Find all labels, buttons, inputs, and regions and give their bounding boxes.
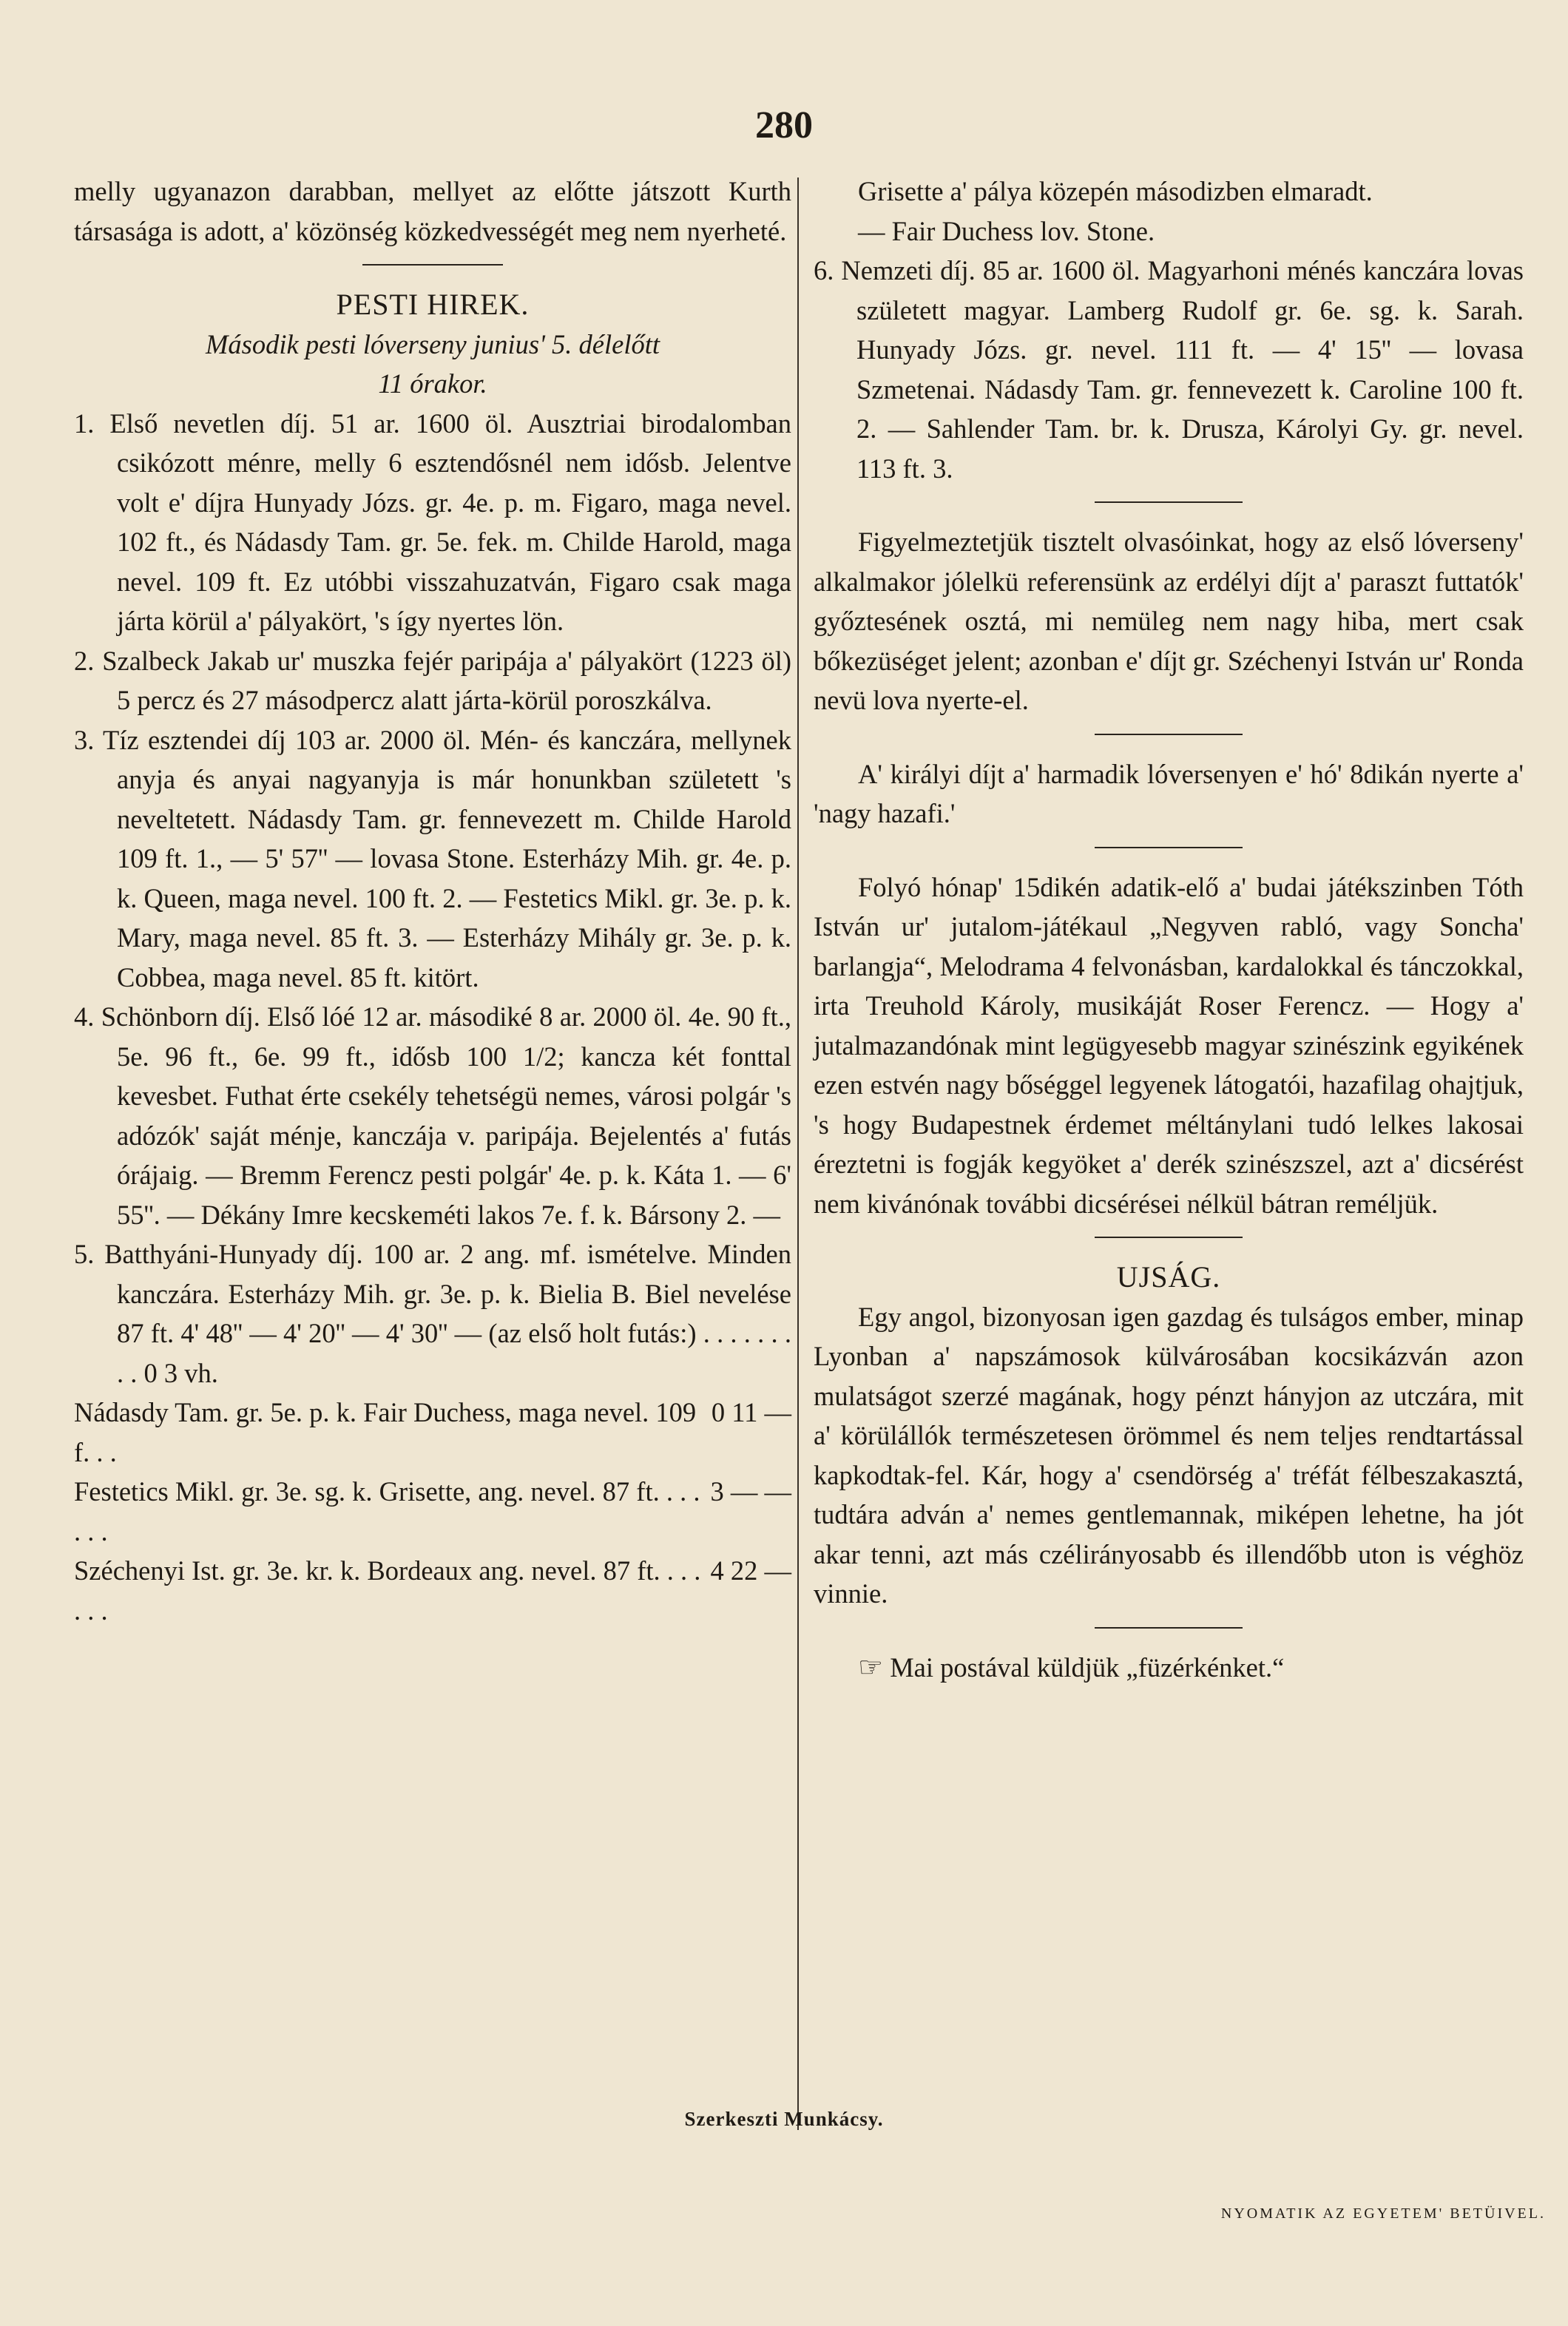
race-item-5: 5. Batthyáni-Hunyady díj. 100 ar. 2 ang. mf. ismételve. Minden kanczára. Esterházy Mih. gr. 3e. p. k. Bielia B. Biel nevelése 87 ft. 4' 48'' — 4' 20'' — 4' 30'' — (az első holt futás:) . . . . . . . . . 0 3 vh. xyxy=(74,1239,791,1388)
notice-correction: Figyelmeztetjük tisztelt olvasóinkat, hogy az első lóverseny' alkalmakor jólelkü referensünk az erdélyi díjt a' paraszt futtatók' győztesének osztá, mi nemüleg nem nagy hiba, mert csak bőkezüséget jelent; azonban e' díjt gr. Széchenyi István ur' Ronda nevü lova nyerte-el. xyxy=(814,527,1524,715)
race-entry xyxy=(74,1551,791,1630)
race-entry-name: Széchenyi Ist. gr. 3e. kr. k. Bordeaux ang. nevel. 87 ft. . . . . . . xyxy=(74,1555,701,1626)
section-rule xyxy=(1095,734,1243,735)
race-item-2: 2. Szalbeck Jakab ur' muszka fejér paripája a' pályakört (1223 öl) 5 percz és 27 másodpercz alatt járta-körül poroszkálva. xyxy=(74,645,791,715)
race-entry xyxy=(74,1472,791,1551)
race-entry-name: Nádasdy Tam. gr. 5e. p. k. Fair Duchess, maga nevel. 109 f. . . xyxy=(74,1397,697,1467)
continuation-line-2: — Fair Duchess lov. Stone. xyxy=(858,215,1155,246)
section-heading: PESTI HIREK. xyxy=(336,288,530,321)
section-rule xyxy=(1095,501,1243,503)
postal-notice xyxy=(814,1648,1524,1688)
notice-theatre: Folyó hónap' 15dikén adatik-elő a' budai játékszinben Tóth István ur' jutalom-játékaul „Negyven rabló, vagy Soncha' barlangja“, Melodrama 4 felvonásban, kardalokkal és tánczokkal, irta Treuhold Károly, musikáját Roser Ferencz. — Hogy a' jutalmazandónak mint legügyesebb magyar szinészink egyikének ezen estvén nagy bőséggel legyenek látogatói, hazafilag ohajtjuk, 's hogy Budapestnek érdemet méltánylani tudó lelkes lakosai éreztetni is fogják kegyöket a' derék szinészszel, azt a' dicsérést nem kivánónak további dicsérései nélkül bátran reméljük. xyxy=(814,871,1524,1219)
race-entry-result: 3 — — xyxy=(710,1476,791,1507)
pointing-hand-icon: ☞ xyxy=(858,1651,884,1683)
notice-royal-prize: A' királyi díjt a' harmadik lóversenyen e' hó' 8dikán nyerte a' 'nagy hazafi.' xyxy=(814,758,1524,828)
race-entry-result: 0 11 — xyxy=(711,1397,791,1427)
race-item-3: 3. Tíz esztendei díj 103 ar. 2000 öl. Mén- és kanczára, mellynek anyja és anyai nagyanyja is már honunkban született 's neveltetett. Nádasdy Tam. gr. fennevezett m. Childe Harold 109 ft. 1., — 5' 57'' — lovasa Stone. Esterházy Mih. gr. 4e. p. k. Queen, maga nevel. 100 ft. 2. — Festetics Mikl. gr. 3e. p. k. Mary, maga nevel. 85 ft. 3. — Esterházy Mihály gr. 3e. p. k. Cobbea, maga nevel. 85 ft. kitört. xyxy=(74,724,791,993)
editor-line: Szerkeszti Munkácsy. xyxy=(684,2108,884,2130)
race-item-1: 1. Első nevetlen díj. 51 ar. 1600 öl. Ausztriai birodalomban csikózott ménre, melly 6 esztendősnél nem idősb. Jelentve volt e' díjra Hunyady Józs. gr. 4e. p. m. Figaro, maga nevel. 102 ft., és Nádasdy Tam. gr. 5e. fek. m. Childe Harold, maga nevel. 109 ft. Ez utóbbi visszahuzatván, Figaro csak maga járta körül a' pályakört, 's így nyertes lön. xyxy=(74,408,791,636)
postal-notice-text: Mai postával küldjük „füzérkénket.“ xyxy=(890,1651,1285,1683)
race-subheading: Második pesti lóverseny junius' 5. délelőtt xyxy=(206,328,660,359)
race-entry xyxy=(74,1393,791,1472)
page-number: 280 xyxy=(755,104,813,146)
printer-line: NYOMATIK AZ EGYETEM' BETÜIVEL. xyxy=(1220,2205,1546,2222)
section-rule xyxy=(1095,1627,1243,1629)
continuation-line: Grisette a' pálya közepén másodizben elmaradt. xyxy=(858,176,1373,206)
race-entry-name: Festetics Mikl. gr. 3e. sg. k. Grisette, ang. nevel. 87 ft. . . . . . . xyxy=(74,1476,700,1546)
left-column xyxy=(74,172,791,1630)
race-item-6: 6. Nemzeti díj. 85 ar. 1600 öl. Magyarhoni ménés kanczára lovas született magyar. Lamberg Rudolf gr. 6e. sg. k. Sarah. Hunyady Józs. gr. nevel. 111 ft. — 4' 15'' — lovasa Szmetenai. Nádasdy Tam. gr. fennevezett k. Caroline 100 ft. 2. — Sahlender Tam. br. k. Drusza, Károlyi Gy. gr. nevel. 113 ft. 3. xyxy=(814,255,1524,484)
race-subheading-time: 11 órakor. xyxy=(378,368,487,399)
race-item-4: 4. Schönborn díj. Első lóé 12 ar. másodiké 8 ar. 2000 öl. 4e. 90 ft., 5e. 96 ft., 6e. 99 ft., idősb 100 1/2; kancza két fonttal kevesbet. Futhat érte csekély tehetségü nemes, városi polgár 's adózók' saját ménje, kanczája v. paripája. Bejelentés a' futás órájaig. — Bremm Ferencz pesti polgár' 4e. p. k. Káta 1. — 6' 55''. — Dékány Imre kecskeméti lakos 7e. f. k. Bársony 2. — xyxy=(74,1001,791,1230)
ujsag-heading: UJSÁG. xyxy=(1116,1260,1221,1294)
section-rule xyxy=(362,264,503,266)
intro-paragraph: melly ugyanazon darabban, mellyet az előtte játszott Kurth társasága is adott, a' közönség közkedvességét meg nem nyerheté. xyxy=(74,176,791,246)
column-divider xyxy=(797,178,799,2130)
section-rule xyxy=(1095,1237,1243,1238)
race-entry-result: 4 22 — xyxy=(710,1555,791,1586)
ujsag-paragraph: Egy angol, bizonyosan igen gazdag és tulságos ember, minap Lyonban a' napszámosok külvárosában kocsikázván azon mulatságot szerzé magának, hogy pénzt hányjon az utczára, mit a' körülállók természetesen örömmel és nem teljes rendtartással kapkodtak-fel. Kár, hogy a' csendörség a' tréfát félbeszakasztá, tudtára adván a' nemes gentlemannak, miképen lehetne, ha jót akar tenni, azt más czélirányosabb és illendőbb uton is véghöz vinnie. xyxy=(814,1301,1524,1609)
right-column xyxy=(814,172,1524,1688)
section-rule xyxy=(1095,847,1243,848)
